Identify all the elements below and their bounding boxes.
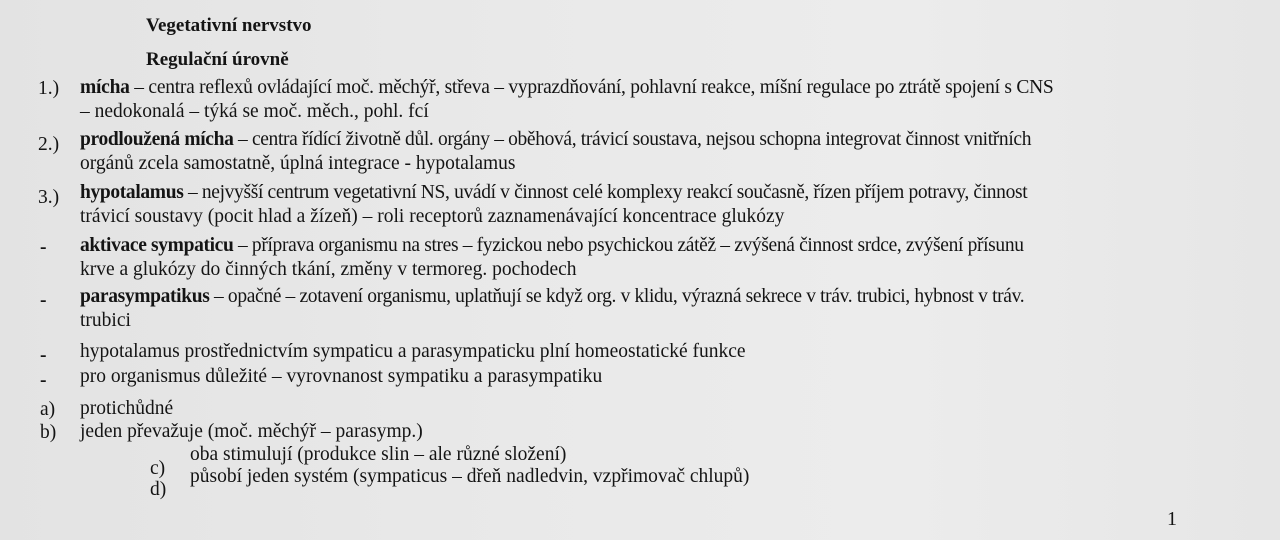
lettered-item: působí jeden systém (sympaticus – dřeň nadledvin, vzpřimovač chlupů) [190,466,750,487]
list-item [80,285,1024,309]
list-item [80,234,1024,258]
list-marker: - [40,290,47,311]
list-marker: 2.) [38,134,60,155]
item-text: – centra reflexů ovládající moč. měchýř, střeva – vyprazdňování, pohlavní reakce, míšní regulace po ztrátě spojení s CNS [129,77,1054,98]
list-marker: d) [150,479,167,500]
item-text: – opačné – zotavení organismu, uplatňují se když org. v klidu, výrazná sekrece v tráv. trubici, hybnost v tráv. [209,286,1025,307]
list-marker: a) [40,399,56,420]
item-continuation: – nedokonalá – týká se moč. měch., pohl. fcí [80,101,429,122]
list-marker: 1.) [38,78,60,99]
list-marker: - [40,370,47,391]
item-continuation: trubici [80,310,131,331]
list-marker: 3.) [38,187,60,208]
bullet-item: hypotalamus prostřednictvím sympaticu a parasympaticku plní homeostatické funkce [80,341,746,362]
lettered-item: oba stimulují (produkce slin – ale různé složení) [190,444,567,465]
document-subtitle: Regulační úrovně [146,49,289,70]
page-number: 1 [1167,508,1177,530]
item-text: – centra řídící životně důl. orgány – oběhová, trávicí soustava, nejsou schopna integrovat činnost vnitřních [233,129,1032,150]
item-continuation: orgánů zcela samostatně, úplná integrace - hypotalamus [80,153,516,174]
term: parasympatikus [80,286,210,307]
list-item [80,76,1054,100]
item-continuation: krve a glukózy do činných tkání, změny v termoreg. pochodech [80,259,577,280]
term: mícha [80,77,130,98]
lettered-item: jeden převažuje (moč. měchýř – parasymp.) [80,421,423,442]
list-marker: b) [40,422,57,443]
list-marker: c) [150,458,166,479]
list-marker: - [40,237,47,258]
item-text: – příprava organismu na stres – fyzickou nebo psychickou zátěž – zvýšená činnost srdce, zvýšení přísunu [233,235,1024,256]
bullet-item: pro organismus důležité – vyrovnanost sympatiku a parasympatiku [80,366,603,387]
item-continuation: trávicí soustavy (pocit hlad a žízeň) – roli receptorů zaznamenávající koncentrace glukózy [80,206,785,227]
term: hypotalamus [80,182,184,203]
list-marker: - [40,345,47,366]
document-title: Vegetativní nervstvo [146,15,312,36]
list-item [80,128,1031,152]
list-item [80,181,1027,205]
lettered-item: protichůdné [80,398,174,419]
item-text: – nejvyšší centrum vegetativní NS, uvádí v činnost celé komplexy reakcí současně, řízen příjem potravy, činnost [183,182,1028,203]
term: aktivace sympaticu [80,235,234,256]
term: prodloužená mícha [80,129,234,150]
